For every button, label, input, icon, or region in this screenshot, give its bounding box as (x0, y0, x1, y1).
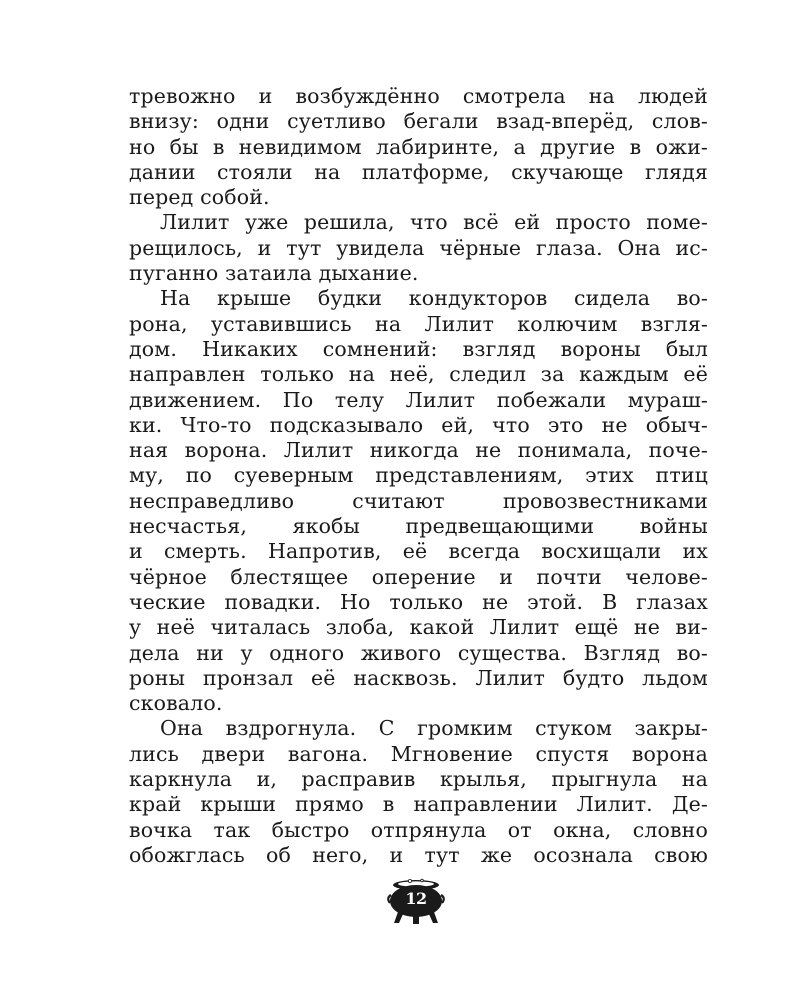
text-line: дом. Никаких сомнений: взгляд вороны был (129, 336, 708, 361)
text-line: каркнула и, расправив крылья, прыгнула на (129, 767, 708, 792)
text-line: но бы в невидимом лабиринте, а другие в ожи- (129, 134, 708, 159)
text-line: ческие повадки. Но только не этой. В глазах (129, 589, 708, 614)
text-line: край крыши прямо в направлении Лилит. Де- (129, 792, 708, 817)
text-line: му, по суеверным представлениям, этих птиц (129, 463, 708, 488)
text-line: пуганно затаила дыхание. (129, 261, 419, 286)
page-number: 12 (405, 889, 427, 908)
text-line: обожглась об него, и тут же осознала свою (129, 842, 708, 867)
page-number-badge (384, 876, 448, 928)
text-line: несчастья, якобы предвещающими войны (129, 514, 708, 539)
text-line: вочка так быстро отпрянула от окна, словно (129, 817, 708, 842)
text-line: рона, уставившись на Лилит колючим взгля- (129, 311, 708, 336)
paragraph-start-line: Лилит уже решила, что всё ей просто поме- (160, 210, 708, 235)
text-line: роны пронзал её насквозь. Лилит будто льдом (129, 665, 708, 690)
text-line: чёрное блестящее оперение и почти челове- (129, 564, 708, 589)
text-line: рещилось, и тут увидела чёрные глаза. Она ис- (129, 235, 708, 260)
paragraph-start-line: На крыше будки кондукторов сидела во- (160, 286, 708, 311)
text-line: лись двери вагона. Мгновение спустя ворона (129, 741, 708, 766)
text-line: движением. По телу Лилит побежали мураш- (129, 387, 708, 412)
text-line: дании стояли на платформе, скучающе глядя (129, 159, 708, 184)
text-line: ная ворона. Лилит никогда не понимала, поче- (129, 438, 708, 463)
text-line: перед собой. (129, 185, 270, 210)
text-line: и смерть. Напротив, её всегда восхищали их (129, 539, 708, 564)
text-line: сковало. (129, 691, 223, 716)
text-line: тревожно и возбуждённо смотрела на людей (129, 84, 708, 108)
text-line: несправедливо считают провозвестниками (129, 488, 708, 513)
text-line: направлен только на неё, следил за каждым её (129, 362, 708, 387)
page-body (129, 84, 708, 868)
text-line: дела ни у одного живого существа. Взгляд во- (129, 640, 708, 665)
paragraph-start-line: Она вздрогнула. С громким стуком закры- (160, 716, 708, 741)
text-line: ки. Что-то подсказывало ей, что это не обыч- (129, 412, 708, 437)
text-line: у неё читалась злоба, какой Лилит ещё не ви- (129, 615, 708, 640)
text-line: внизу: одни суетливо бегали взад-вперёд, слов- (129, 109, 708, 134)
